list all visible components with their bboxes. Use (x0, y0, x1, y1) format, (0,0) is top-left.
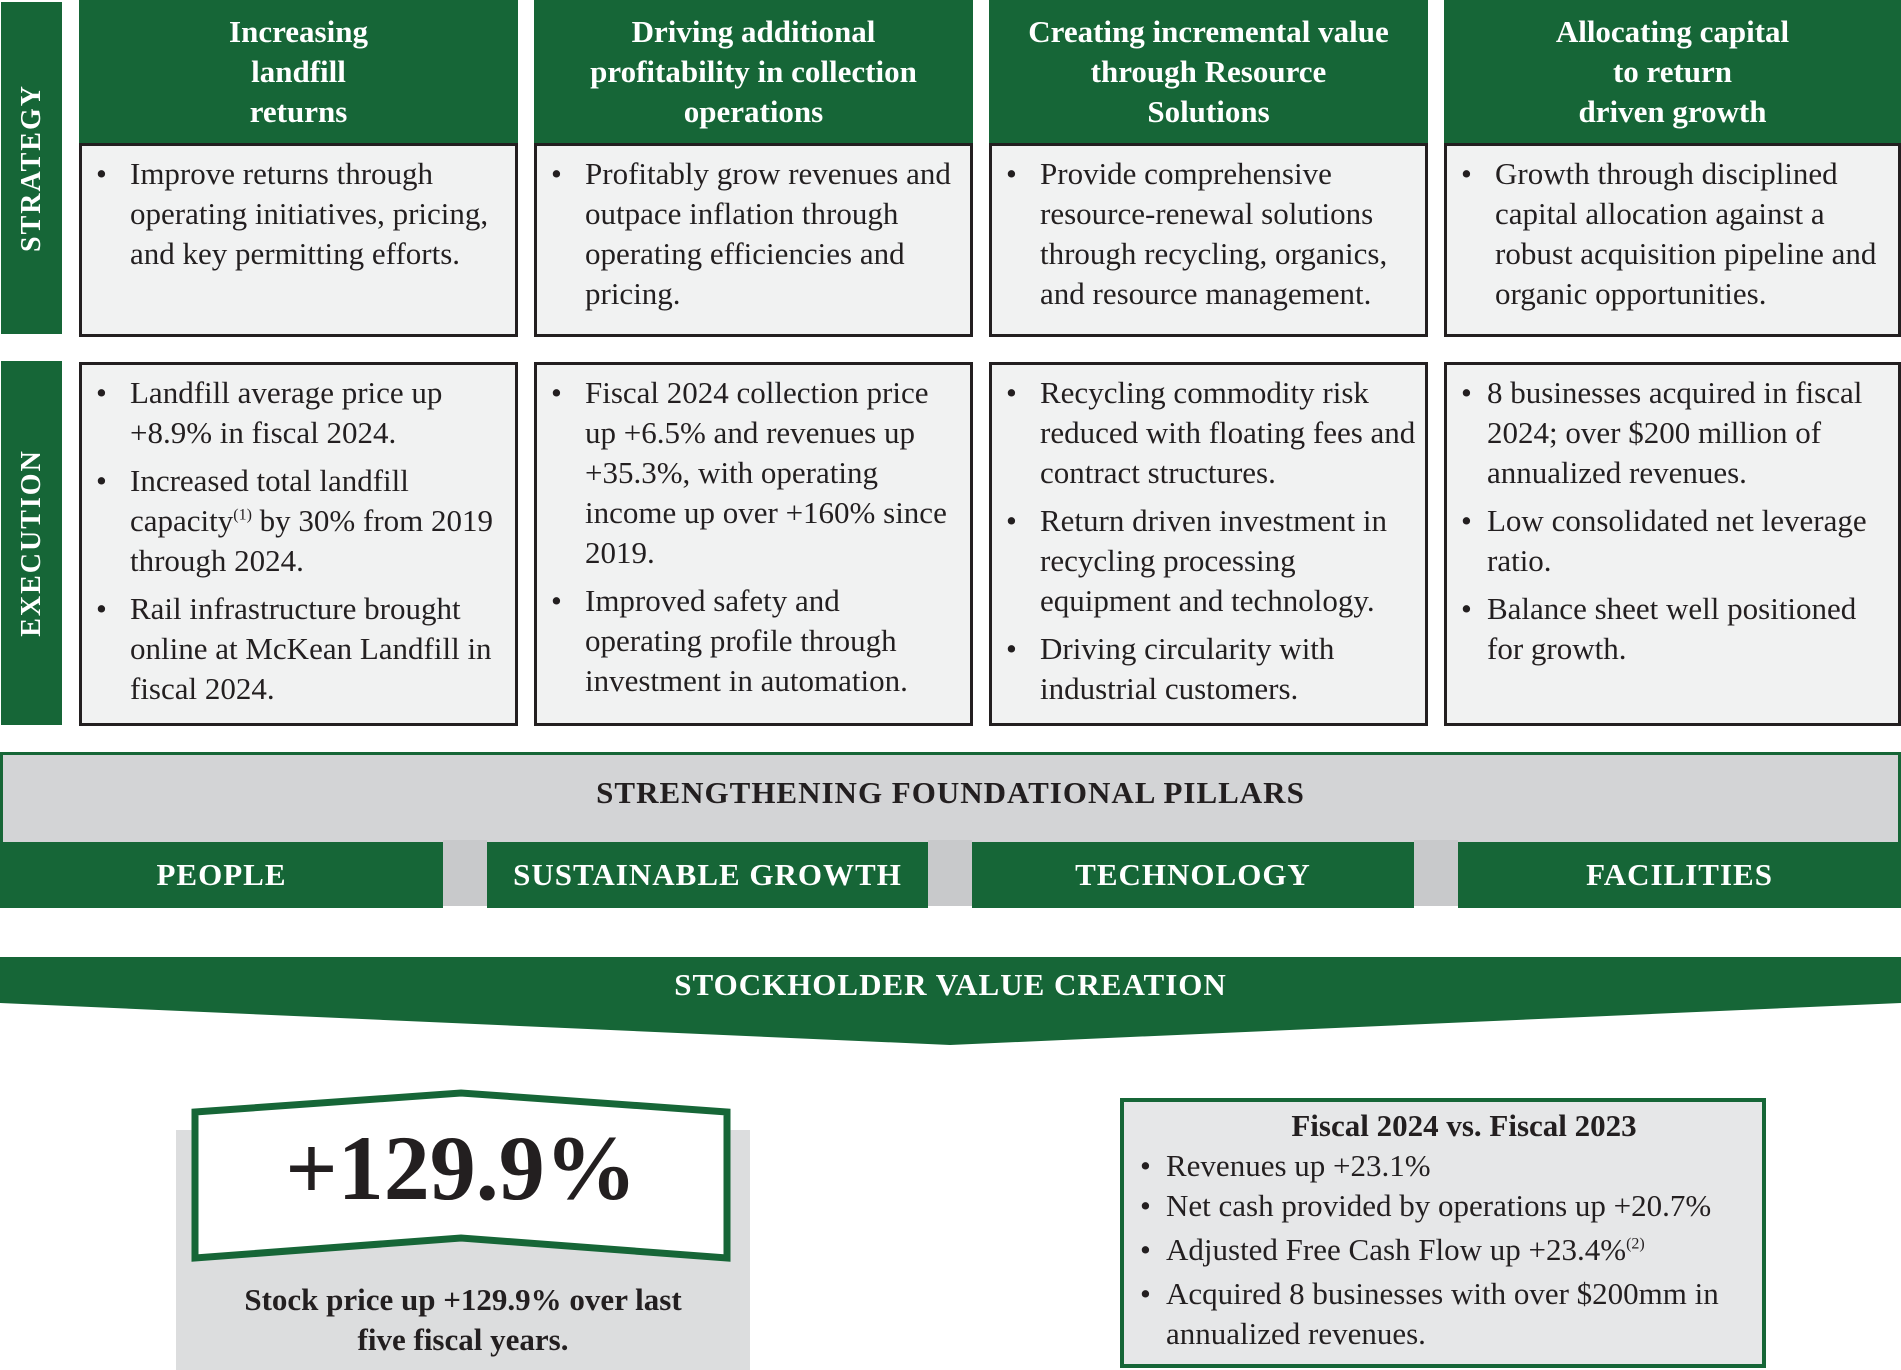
list-item: • Provide comprehensive resource-renewal solutions through recycling, organics, and resource management. (1002, 154, 1417, 314)
list-item: • 8 businesses acquired in fiscal 2024; over $200 million of annualized revenues. (1457, 373, 1890, 493)
execution-box-collection (534, 362, 973, 726)
fiscal-comparison-title: Fiscal 2024 vs. Fiscal 2023 (1291, 1108, 1637, 1143)
strategy-header-capital: Allocating capital to return driven growth (1444, 0, 1901, 143)
execution-side-label: EXECUTION (1, 361, 62, 725)
list-item: • Net cash provided by operations up +20.7% (1138, 1186, 1750, 1226)
execution-box-capital (1444, 362, 1901, 726)
list-item: • Rail infrastructure brought online at McKean Landfill in fiscal 2024. (92, 589, 507, 709)
list-item: • Driving circularity with industrial customers. (1002, 629, 1417, 709)
list-item: • Recycling commodity risk reduced with floating fees and contract structures. (1002, 373, 1417, 493)
execution-box-landfill (79, 362, 518, 726)
list-item: • Return driven investment in recycling processing equipment and technology. (1002, 501, 1417, 621)
strategy-box-resource-solutions (989, 143, 1428, 337)
strategy-header-landfill: Increasing landfill returns (79, 0, 518, 143)
strategy-box-capital (1444, 143, 1901, 337)
strategy-header-resource-solutions: Creating incremental value through Resource Solutions (989, 0, 1428, 143)
strategy-box-landfill (79, 143, 518, 337)
list-item: • Landfill average price up +8.9% in fiscal 2024. (92, 373, 507, 453)
list-item: • Improved safety and operating profile through investment in automation. (547, 581, 962, 701)
pillar-gap (443, 840, 487, 906)
list-item: • Acquired 8 businesses with over $200mm in annualized revenues. (1138, 1274, 1750, 1354)
pillar-facilities: FACILITIES (1458, 842, 1901, 908)
list-item: • Increased total landfill capacity$^{(1)}$ by 30% from 2019 through 2024. (92, 461, 507, 581)
value-banner-title: STOCKHOLDER VALUE CREATION (674, 967, 1227, 1002)
list-item: • Low consolidated net leverage ratio. (1457, 501, 1890, 581)
pillar-gap (1414, 840, 1458, 906)
pillars-title: STRENGTHENING FOUNDATIONAL PILLARS (596, 775, 1305, 810)
list-item: • Growth through disciplined capital allocation against a robust acquisition pipeline and organic opportunities. (1457, 154, 1890, 314)
list-item: • Improve returns through operating initiatives, pricing, and key permitting efforts. (92, 154, 507, 274)
strategy-header-collection: Driving additional profitability in collection operations (534, 0, 973, 143)
execution-box-resource-solutions (989, 362, 1428, 726)
pillar-sustainable-growth: SUSTAINABLE GROWTH (487, 842, 928, 908)
list-item: • Revenues up +23.1% (1138, 1146, 1750, 1186)
stock-change-value: +129.9% (285, 1117, 637, 1219)
list-item: • Fiscal 2024 collection price up +6.5% and revenues up +35.3%, with operating income up over +160% since 2019. (547, 373, 962, 573)
list-item: • Adjusted Free Cash Flow up +23.4%$^{(2)}$ (1138, 1230, 1750, 1270)
pillar-gap (928, 840, 972, 906)
pillar-technology: TECHNOLOGY (972, 842, 1414, 908)
stock-caption: Stock price up +129.9% over last five fiscal years. (244, 1282, 682, 1357)
fiscal-comparison-box (1120, 1098, 1766, 1368)
list-item: • Profitably grow revenues and outpace inflation through operating efficiencies and pricing. (547, 154, 962, 314)
list-item: • Balance sheet well positioned for growth. (1457, 589, 1890, 669)
strategy-box-collection (534, 143, 973, 337)
strategy-side-label: STRATEGY (1, 2, 62, 334)
pillar-people: PEOPLE (0, 842, 443, 908)
